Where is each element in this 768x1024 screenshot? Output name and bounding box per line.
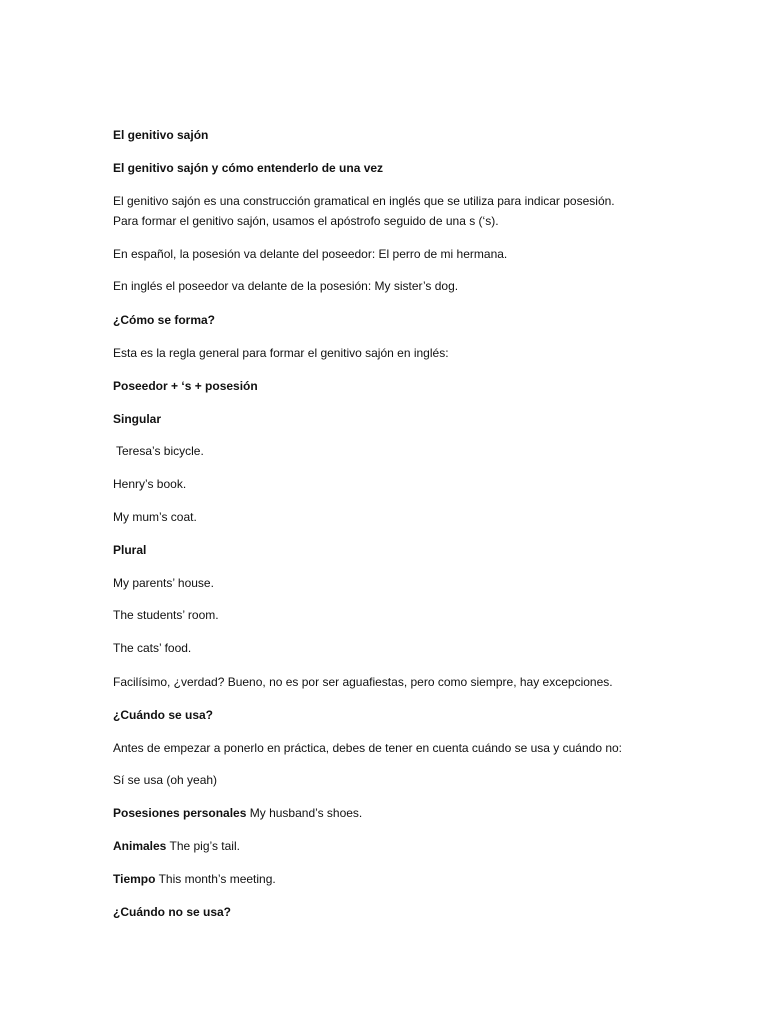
plural-example: The cats’ food.: [113, 641, 192, 655]
plural-example: The students’ room.: [113, 608, 219, 622]
use-example: The pig’s tail.: [169, 839, 240, 853]
use-row-personal: [113, 805, 362, 821]
singular-example: Henry’s book.: [113, 477, 187, 491]
singular-heading: Singular: [113, 412, 162, 426]
document-subtitle: El genitivo sajón y cómo entenderlo de una vez: [113, 161, 384, 175]
how-heading: ¿Cómo se forma?: [113, 313, 216, 327]
exceptions-note: Facilísimo, ¿verdad? Bueno, no es por ser aguafiestas, pero como siempre, hay excepciones.: [113, 675, 613, 689]
when-heading: ¿Cuándo se usa?: [113, 708, 214, 722]
use-example: My husband’s shoes.: [249, 806, 363, 820]
formula: Poseedor + ‘s + posesión: [113, 379, 258, 393]
when-not-heading: ¿Cuándo no se usa?: [113, 905, 232, 919]
plural-example: My parents’ house.: [113, 576, 214, 590]
document-title: El genitivo sajón: [113, 128, 209, 142]
use-example: This month’s meeting.: [158, 872, 276, 886]
when-intro: Antes de empezar a ponerlo en práctica, debes de tener en cuenta cuándo se usa y cuándo no:: [113, 741, 623, 755]
plural-heading: Plural: [113, 543, 147, 557]
singular-example: Teresa’s bicycle.: [116, 444, 204, 458]
use-row-time: [113, 871, 276, 887]
intro-line-1: El genitivo sajón es una construcción gramatical en inglés que se utiliza para indicar posesión.: [113, 194, 615, 208]
use-label: Posesiones personales: [113, 806, 247, 820]
yes-heading: Sí se usa (oh yeah): [113, 773, 218, 787]
english-order-sentence: En inglés el poseedor va delante de la posesión: My sister’s dog.: [113, 279, 459, 293]
intro-line-2: Para formar el genitivo sajón, usamos el apóstrofo seguido de una s (‘s).: [113, 214, 499, 228]
use-label: Tiempo: [113, 872, 156, 886]
singular-example: My mum’s coat.: [113, 510, 197, 524]
spanish-order-sentence: En español, la posesión va delante del poseedor: El perro de mi hermana.: [113, 247, 508, 261]
use-row-animals: [113, 838, 240, 854]
use-label: Animales: [113, 839, 167, 853]
rule-intro: Esta es la regla general para formar el genitivo sajón en inglés:: [113, 346, 449, 360]
